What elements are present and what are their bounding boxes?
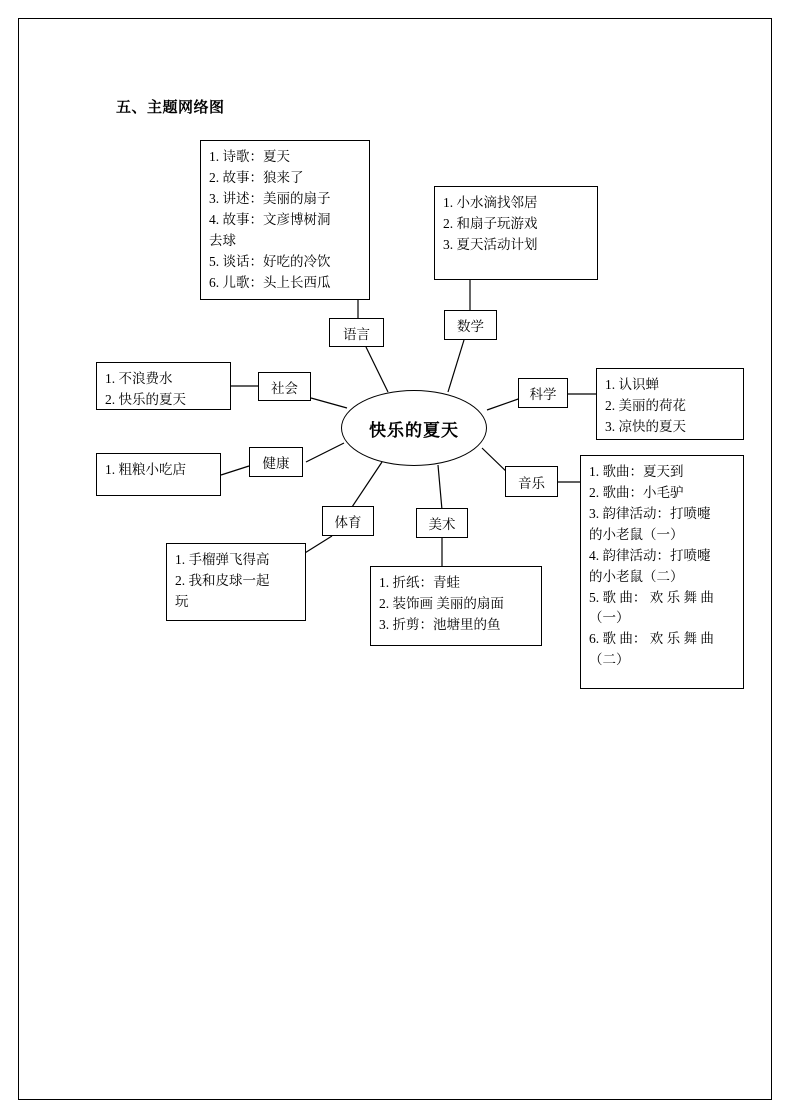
node-math[interactable] xyxy=(444,310,497,340)
panel-art-line-1: 1. 折纸：青蛙 xyxy=(379,575,460,590)
panel-sports-line-2: 2. 我和皮球一起 xyxy=(175,572,270,588)
panel-music-line-3: 3. 韵律活动：打喷嚏 xyxy=(589,505,711,521)
node-society-label: 社会 xyxy=(271,380,298,396)
panel-sports xyxy=(166,543,306,621)
node-music-label: 音乐 xyxy=(518,475,545,491)
panel-science xyxy=(596,368,744,440)
panel-music-line-2: 2. 歌曲：小毛驴 xyxy=(589,484,684,500)
panel-music-line-8: （一） xyxy=(589,610,630,626)
center-node-label: 快乐的夏天 xyxy=(369,420,459,440)
panel-society-line-1: 1. 不浪费水 xyxy=(105,371,173,386)
node-society[interactable] xyxy=(258,372,311,401)
panel-math-line-3: 3. 夏天活动计划 xyxy=(443,236,538,252)
node-art[interactable] xyxy=(416,508,468,538)
panel-language-line-6: 5. 谈话：好吃的冷饮 xyxy=(209,253,331,269)
panel-language-line-3: 3. 讲述：美丽的扇子 xyxy=(209,190,331,206)
panel-health xyxy=(96,453,221,496)
page-title: 五、主题网络图 xyxy=(116,100,225,116)
panel-music-line-9: 6. 歌 曲： 欢 乐 舞 曲 xyxy=(589,631,714,647)
node-sports[interactable] xyxy=(322,506,374,536)
panel-sports-line-1: 1. 手榴弹飞得高 xyxy=(175,552,270,567)
panel-society-line-2: 2. 快乐的夏天 xyxy=(105,391,186,407)
panel-music xyxy=(580,455,744,689)
panel-sports-line-3: 玩 xyxy=(175,593,189,609)
panel-art xyxy=(370,566,542,646)
panel-music-line-5: 4. 韵律活动：打喷嚏 xyxy=(589,547,711,563)
panel-language-line-7: 6. 儿歌：头上长西瓜 xyxy=(209,274,331,290)
node-health-label: 健康 xyxy=(262,456,290,471)
panel-language-line-4: 4. 故事：文彦博树洞 xyxy=(209,211,331,227)
panel-art-line-3: 3. 折剪：池塘里的鱼 xyxy=(379,616,501,632)
panel-science-line-1: 1. 认识蝉 xyxy=(605,377,659,392)
panel-music-line-10: （二） xyxy=(589,652,630,668)
panel-health-line-1: 1. 粗粮小吃店 xyxy=(105,462,186,477)
panel-music-line-7: 5. 歌 曲： 欢 乐 舞 曲 xyxy=(589,589,714,605)
node-sports-label: 体育 xyxy=(334,515,362,530)
node-language-label: 语言 xyxy=(343,326,370,342)
node-science-label: 科学 xyxy=(529,387,557,402)
node-music[interactable] xyxy=(505,466,558,497)
panel-music-line-4: 的小老鼠（一） xyxy=(589,526,684,542)
panel-math xyxy=(434,186,598,280)
panel-music-line-1: 1. 歌曲：夏天到 xyxy=(589,464,684,479)
node-math-label: 数学 xyxy=(457,319,484,334)
panel-science-line-3: 3. 凉快的夏天 xyxy=(605,418,686,434)
panel-language-line-2: 2. 故事：狼来了 xyxy=(209,169,304,185)
panel-language-line-1: 1. 诗歌：夏天 xyxy=(209,149,290,164)
panel-math-line-2: 2. 和扇子玩游戏 xyxy=(443,215,538,231)
panel-language xyxy=(200,140,370,300)
panel-society xyxy=(96,362,231,410)
panel-art-line-2: 2. 装饰画 美丽的扇面 xyxy=(379,595,504,611)
panel-math-line-1: 1. 小水滴找邻居 xyxy=(443,195,538,210)
node-language[interactable] xyxy=(329,318,384,347)
node-health[interactable] xyxy=(249,447,303,477)
center-node xyxy=(341,390,487,466)
node-art-label: 美术 xyxy=(428,517,456,532)
panel-language-line-5: 去球 xyxy=(209,232,236,248)
panel-music-line-6: 的小老鼠（二） xyxy=(589,568,684,584)
node-science[interactable] xyxy=(518,378,568,408)
panel-science-line-2: 2. 美丽的荷花 xyxy=(605,397,686,413)
